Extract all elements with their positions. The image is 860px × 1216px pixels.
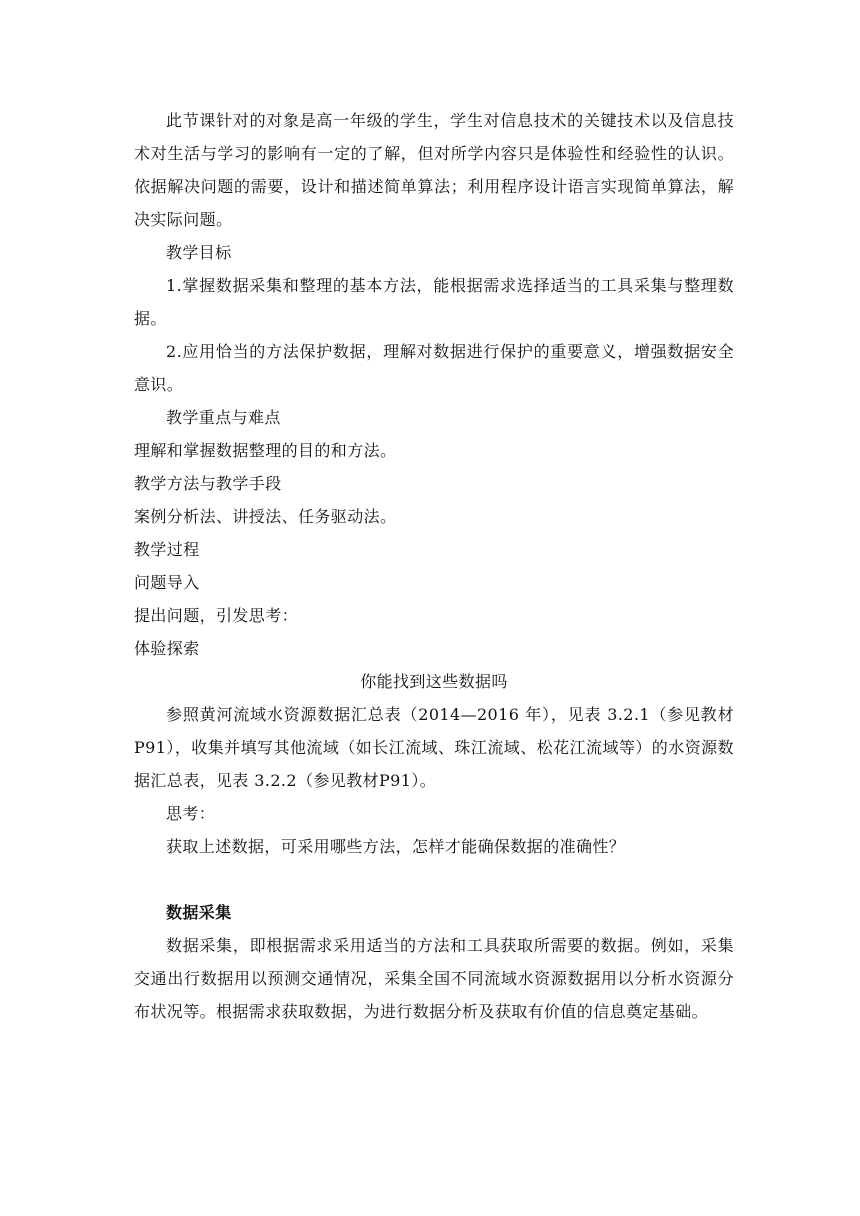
- spacer: [134, 863, 734, 896]
- key-points-text: 理解和掌握数据整理的目的和方法。: [134, 441, 397, 460]
- goal-item-2: 2.应用恰当的方法保护数据，理解对数据进行保护的重要意义，增强数据安全意识。: [134, 342, 734, 394]
- heading-explore: 体验探索: [134, 639, 200, 658]
- goal-item-1: 1.掌握数据采集和整理的基本方法，能根据需求选择适当的工具采集与整理数据。: [134, 276, 734, 328]
- heading-process: 教学过程: [134, 540, 200, 559]
- think-question: 获取上述数据，可采用哪些方法，怎样才能确保数据的准确性？: [166, 837, 626, 856]
- heading-intro-question: 问题导入: [134, 573, 200, 592]
- intro-paragraph: 此节课针对的对象是高一年级的学生，学生对信息技术的关键技术以及信息技术对生活与学习的影响有一定的了解，但对所学内容只是体验性和经验性的认识。依据解决问题的需要，设计和描述简单算法；利用程序设计语言实现简单算法，解决实际问题。: [134, 111, 734, 229]
- heading-data-collection: 数据采集: [166, 903, 232, 922]
- explore-title: 你能找到这些数据吗: [360, 672, 508, 691]
- heading-teaching-goals: 教学目标: [166, 243, 232, 262]
- methods-text: 案例分析法、讲授法、任务驱动法。: [134, 507, 397, 526]
- heading-methods: 教学方法与教学手段: [134, 474, 282, 493]
- think-label: 思考：: [166, 804, 216, 823]
- data-collection-paragraph: 数据采集，即根据需求采用适当的方法和工具获取所需要的数据。例如，采集交通出行数据用以预测交通情况，采集全国不同流域水资源数据用以分析水资源分布状况等。根据需求获取数据，为进行数据分析及获取有价值的信息奠定基础。: [134, 936, 734, 1021]
- explore-paragraph: 参照黄河流域水资源数据汇总表（2014—2016 年），见表 3.2.1（参见教材P91），收集并填写其他流域（如长江流域、珠江流域、松花江流域等）的水资源数据汇总表，见表 3.2.2（参见教材P91）。: [134, 705, 734, 790]
- intro-question-text: 提出问题，引发思考：: [134, 606, 299, 625]
- heading-key-points: 教学重点与难点: [166, 408, 281, 427]
